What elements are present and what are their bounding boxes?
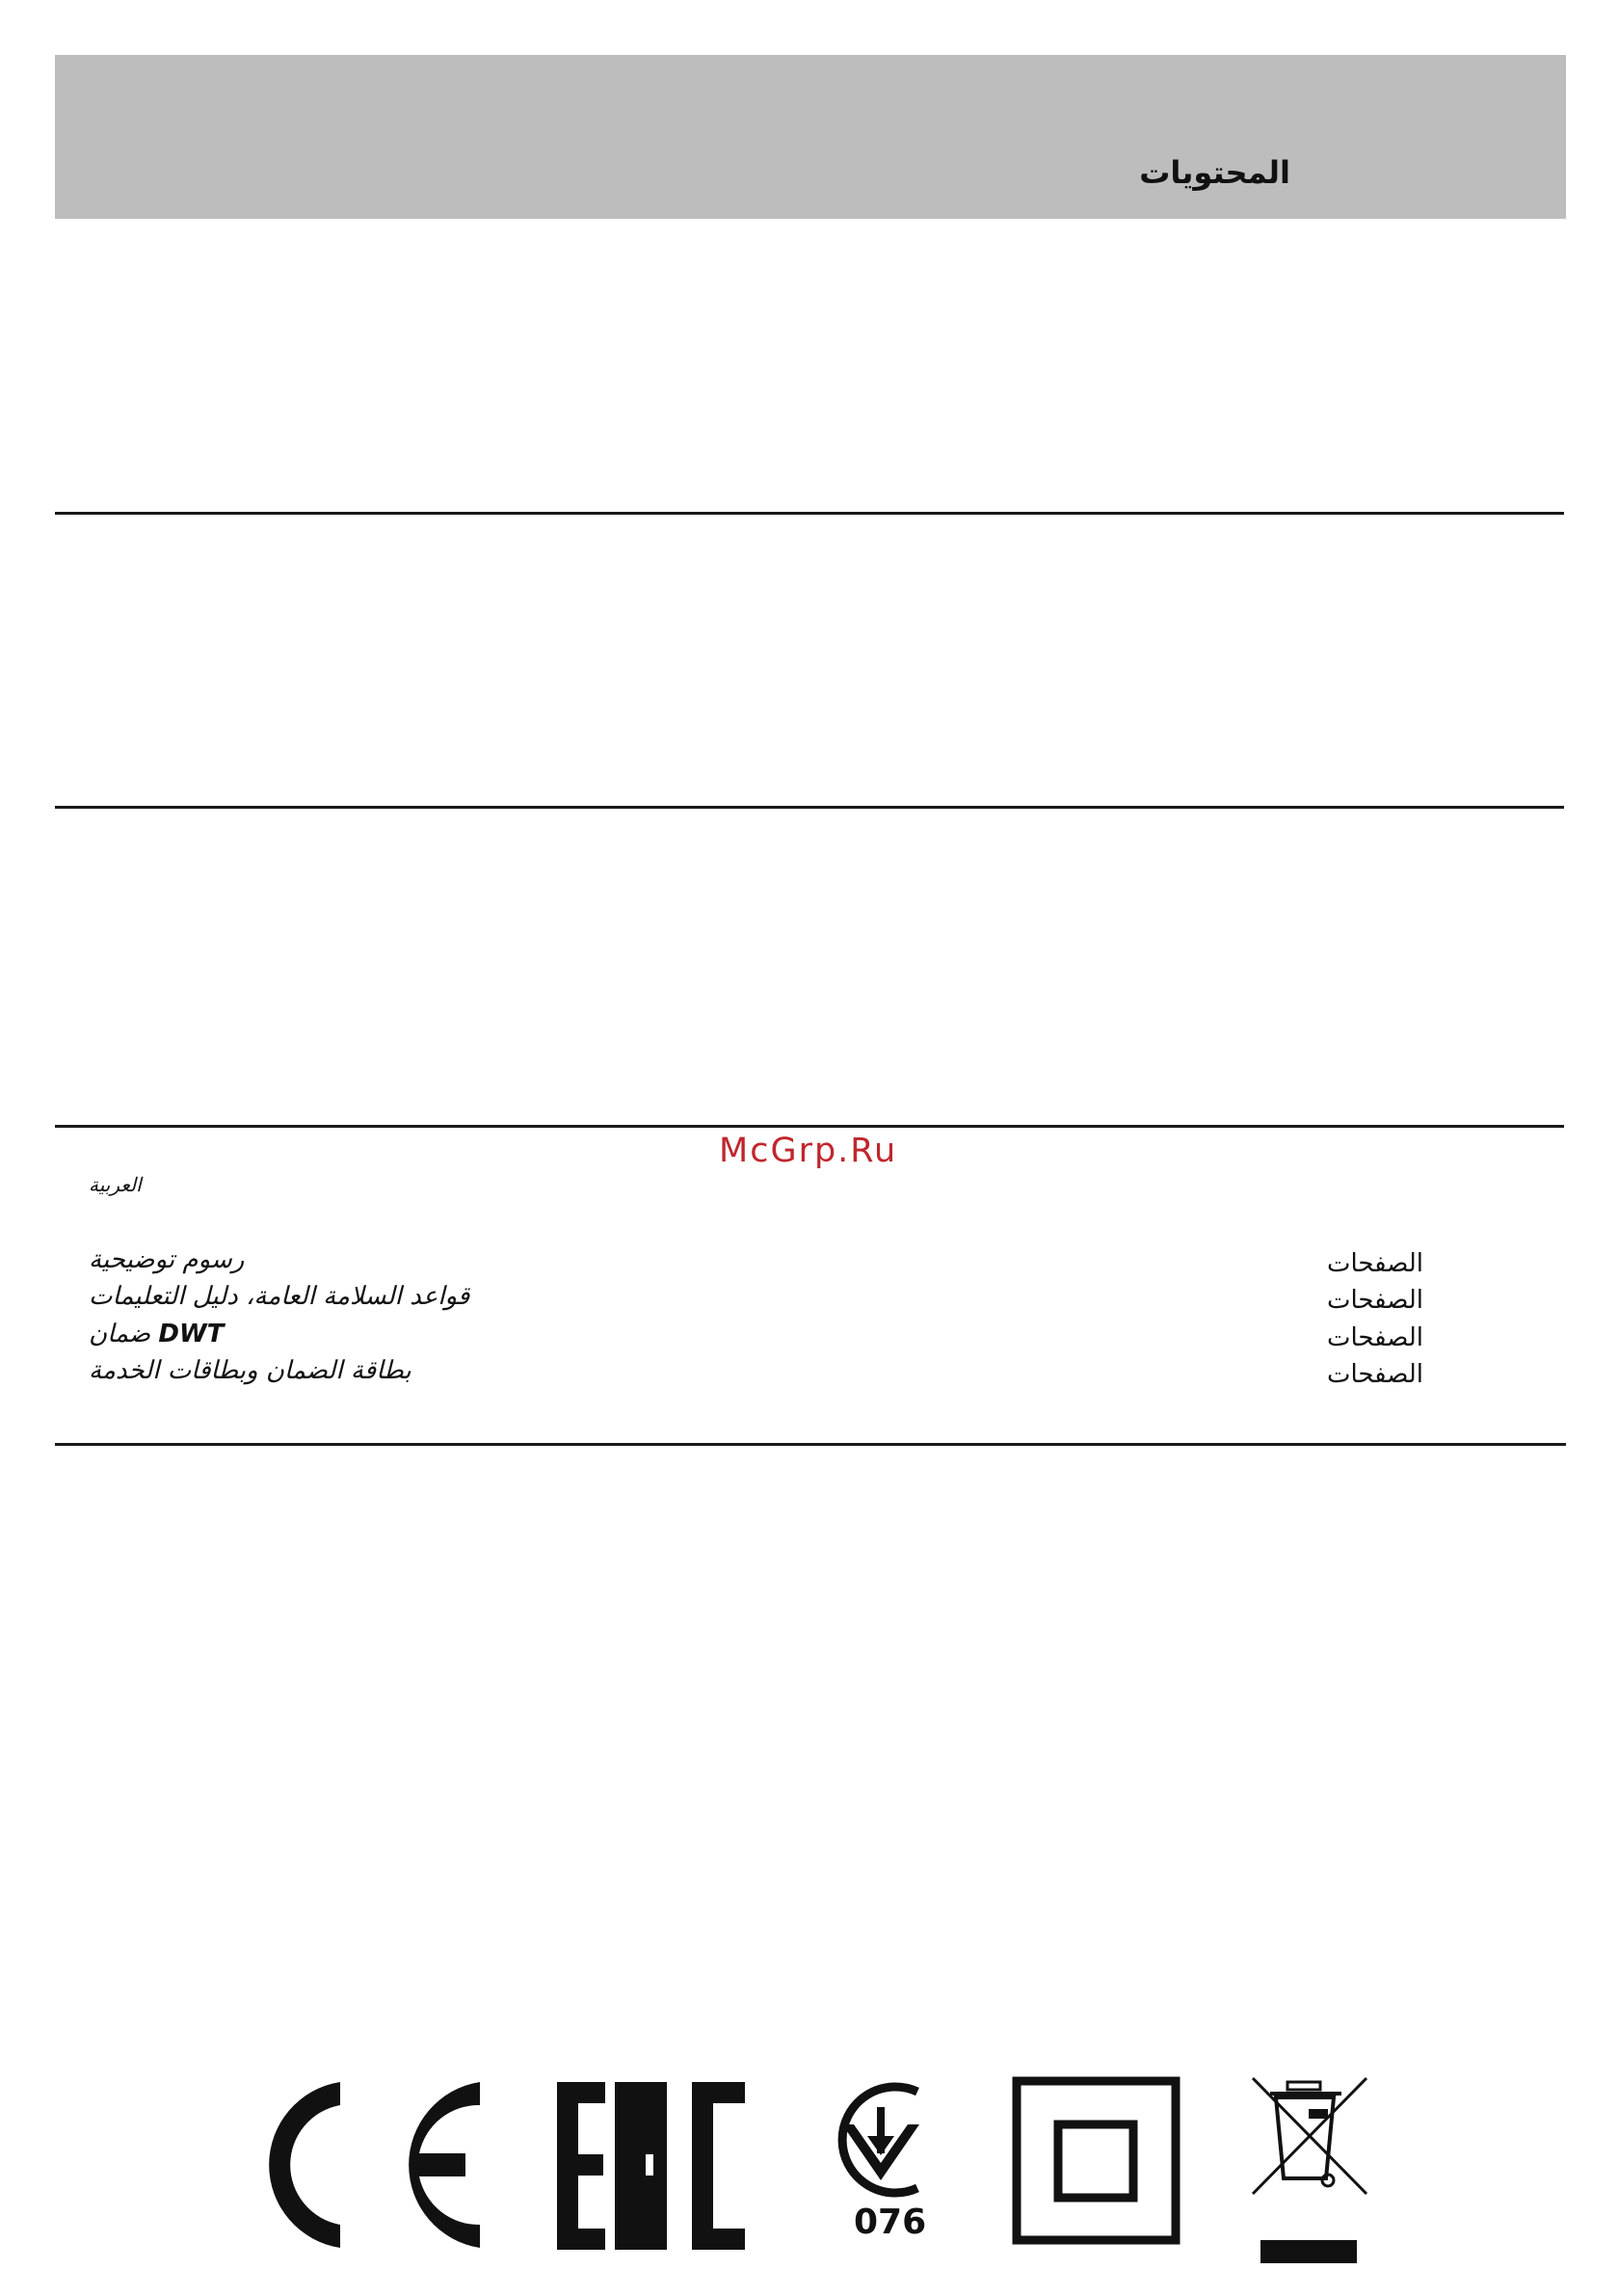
toc-item-title: قواعد السلامة العامة، دليل التعليمات [89, 1282, 470, 1311]
toc-item-title: بطاقة الضمان وبطاقات الخدمة [89, 1356, 411, 1385]
ce-mark-icon [249, 2082, 485, 2251]
toc-row [89, 1245, 1423, 1282]
watermark: McGrp.Ru [719, 1132, 898, 1170]
certification-marks [0, 2063, 1618, 2284]
header-bar [55, 55, 1566, 219]
toc-page-label: الصفحات [1326, 1249, 1423, 1278]
section-divider-4 [55, 1443, 1566, 1446]
toc-page-label: الصفحات [1326, 1286, 1423, 1315]
page-title: المحتويات [1139, 154, 1290, 191]
ukrsepro-code: 076 [854, 2203, 927, 2242]
toc-item-text: ضمان [89, 1320, 151, 1348]
section-divider-2 [55, 806, 1564, 809]
toc-row [89, 1282, 1423, 1319]
weee-crossed-bin-icon [1249, 2074, 1374, 2267]
section-divider-1 [55, 512, 1564, 515]
language-label: العربية [89, 1173, 142, 1196]
section-divider-3 [55, 1125, 1564, 1128]
toc-row [89, 1356, 1423, 1393]
toc-item-title [89, 1320, 237, 1348]
brand-name: DWT [158, 1320, 225, 1348]
toc-row [89, 1320, 1423, 1356]
class-ii-double-insulation-icon [1012, 2076, 1180, 2250]
toc-page-label: الصفحات [1326, 1360, 1423, 1389]
eac-mark-icon [557, 2082, 750, 2251]
toc-item-title: رسوم توضيحية [89, 1245, 245, 1274]
toc-page-label: الصفحات [1326, 1323, 1423, 1352]
